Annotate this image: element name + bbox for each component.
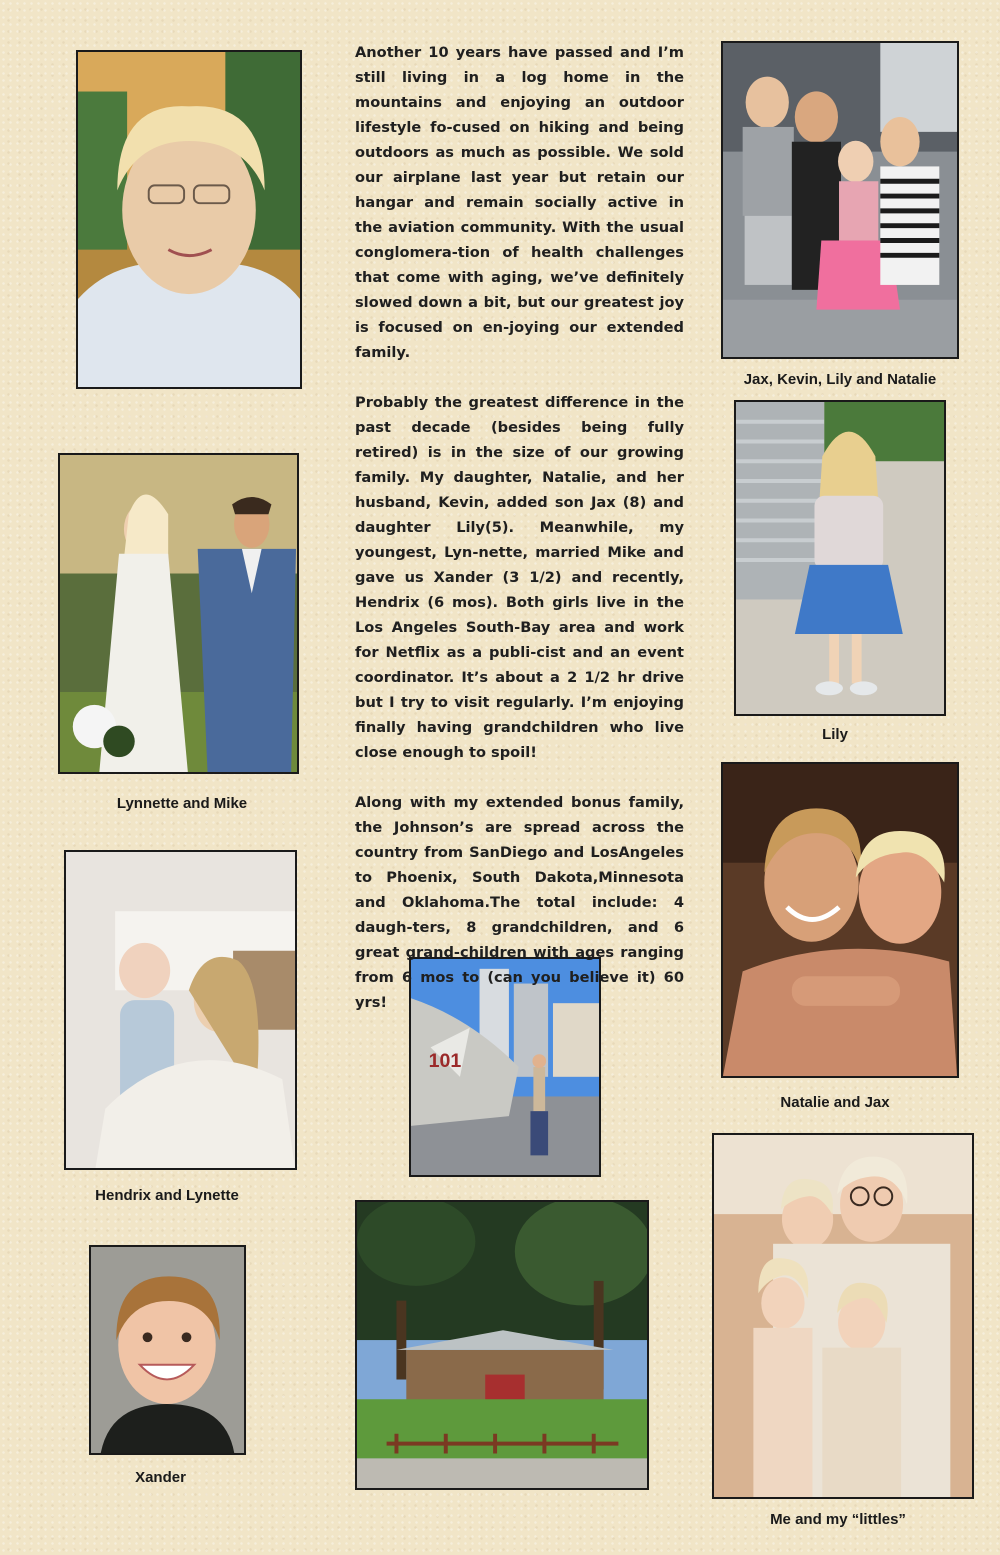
photo-lily xyxy=(734,400,946,716)
article-text xyxy=(355,40,684,1040)
photo-jax-kevin-lily-natalie xyxy=(721,41,959,359)
caption-xander: Xander xyxy=(135,1469,186,1486)
caption-hendrix-lynette: Hendrix and Lynette xyxy=(95,1187,239,1204)
article-paragraph: Along with my extended bonus family, the Johnson’s are spread across the country from SanDiego and LosAngeles to Phoenix, South Dakota,Minnesota and Oklahoma.The total include: 4 daugh-ters, 8 grandchildren, and 6 great grand-children with ages ranging from 6 mos to (can you believe it) 60 yrs! xyxy=(355,794,684,1011)
caption-lily: Lily xyxy=(822,726,848,743)
article-paragraph: Another 10 years have passed and I’m still living in a log home in the mountains and enjoying an outdoor lifestyle fo-cused on hiking and being outdoors as much as possible. We sold our airplane last year but retain our hangar and remain socially active in the aviation community. With the usual conglomera-tion of health challenges that come with aging, we’ve definitely slowed down a bit, but our greatest joy is focused on en-joying our extended family. xyxy=(355,44,684,361)
photo-me-littles xyxy=(712,1133,974,1499)
photo-xander xyxy=(89,1245,246,1455)
svg-text:101: 101 xyxy=(428,1049,462,1073)
caption-jax-kevin-lily-natalie: Jax, Kevin, Lily and Natalie xyxy=(743,371,937,388)
photo-lynnette-mike xyxy=(58,453,299,774)
article-paragraph: Probably the greatest difference in the past decade (besides being fully retired) is in the size of our growing family. My daughter, Natalie, and her husband, Kevin, added son Jax (8) and daughter Lily(5). Meanwhile, my youngest, Lyn-nette, married Mike and gave us Xander (3 1/2) and recently, Hendrix (6 mos). Both girls live in the Los Angeles South-Bay area and work for Netflix as a publi-cist and an event coordinator. It’s about a 2 1/2 hr drive but I try to visit regularly. I’m enjoying finally having grandchildren who live close enough to spoil! xyxy=(355,394,684,761)
photo-author-portrait xyxy=(76,50,302,389)
caption-natalie-jax: Natalie and Jax xyxy=(780,1094,890,1111)
photo-log-home xyxy=(355,1200,649,1490)
caption-me-littles: Me and my “littles” xyxy=(770,1511,906,1528)
photo-natalie-jax xyxy=(721,762,959,1078)
caption-lynnette-mike: Lynnette and Mike xyxy=(116,795,248,812)
photo-hendrix-lynette xyxy=(64,850,297,1170)
